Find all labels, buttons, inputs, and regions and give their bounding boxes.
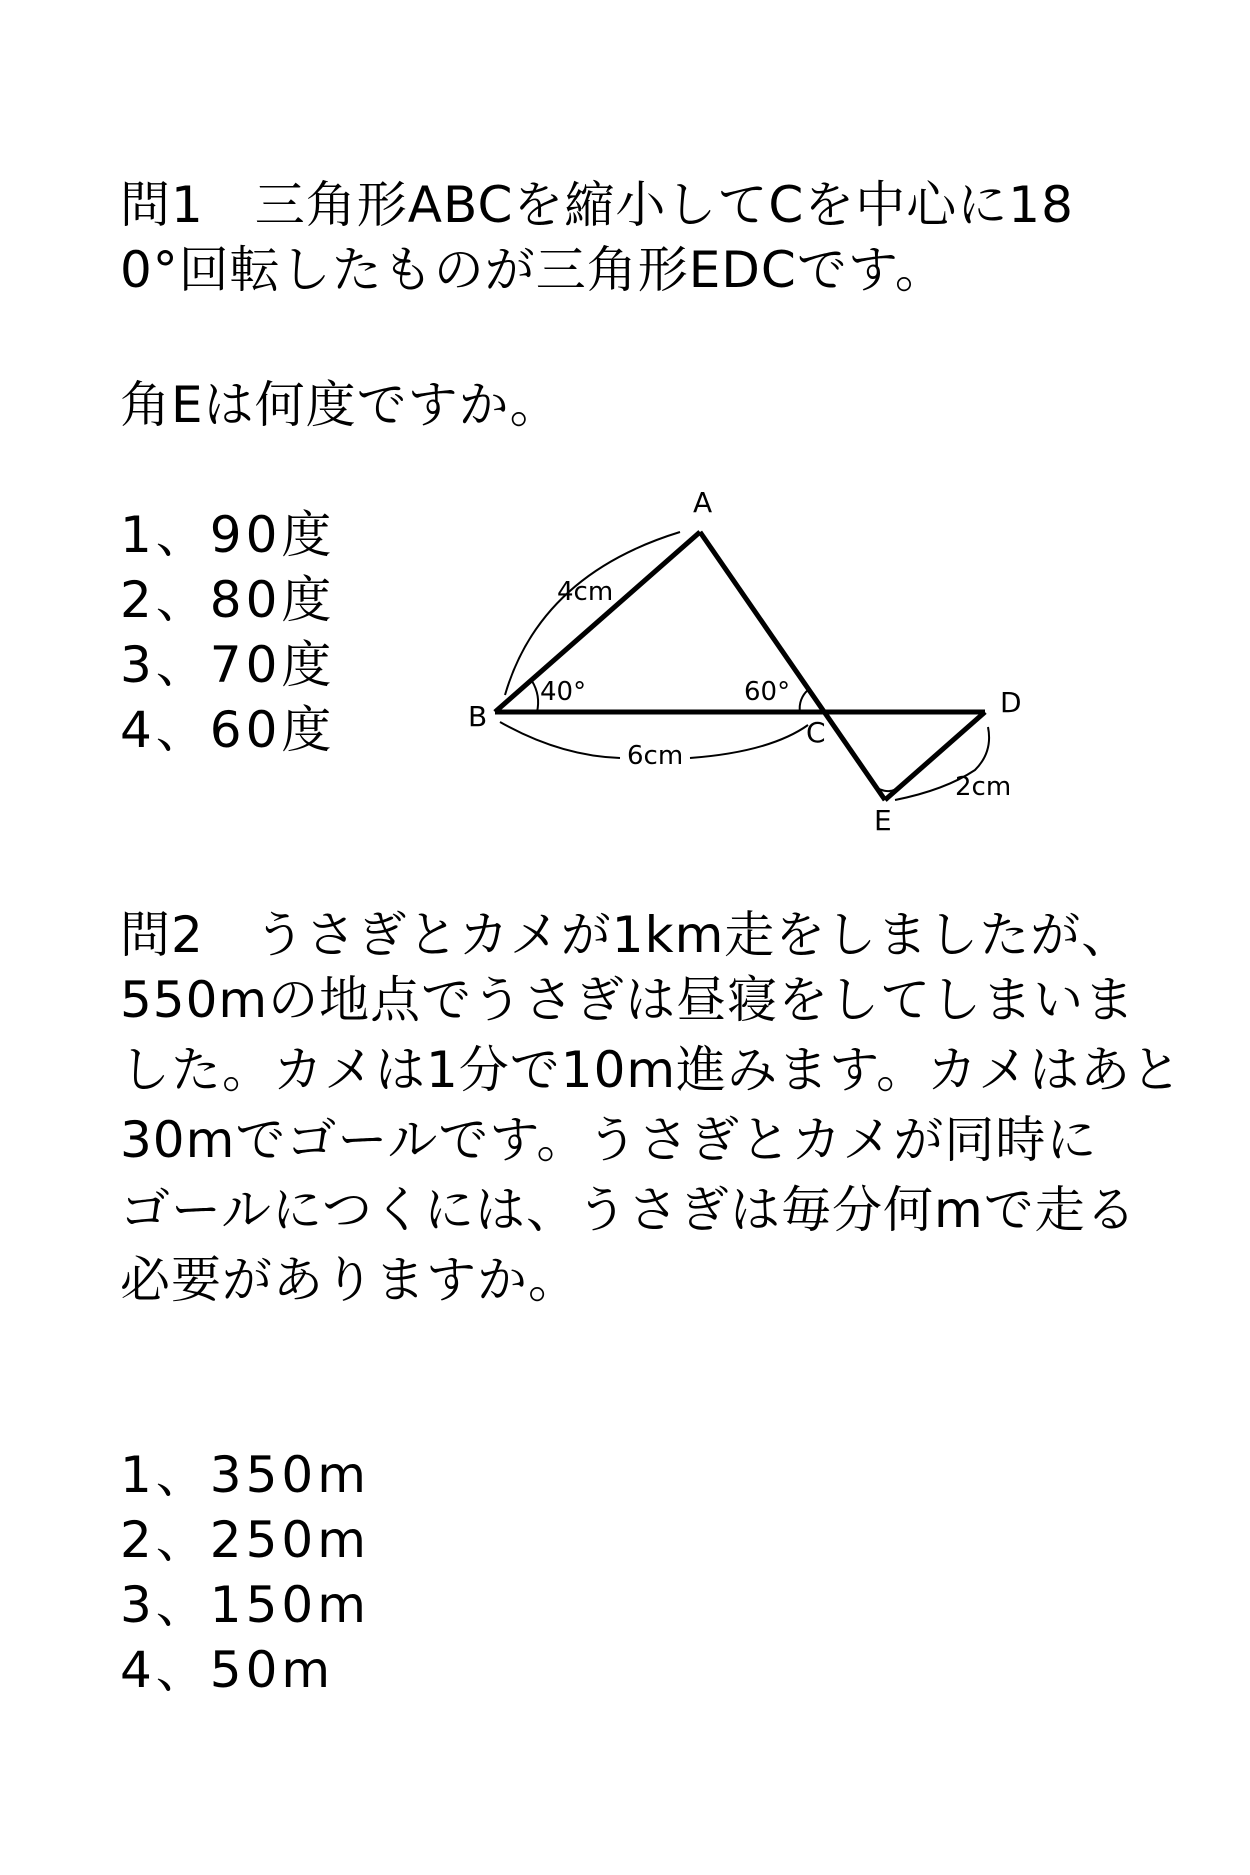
segment-ae	[700, 532, 885, 800]
length-de-label: 2cm	[955, 772, 1012, 802]
q2-option-4: 4、50m	[120, 1641, 335, 1699]
q2-option-2: 2、250m	[120, 1511, 370, 1569]
segment-ab	[495, 532, 700, 712]
q2-option-1: 1、350m	[120, 1446, 370, 1504]
angle-mark-b	[532, 681, 538, 712]
q1-option-2: 2、80度	[120, 571, 336, 629]
q1-option-4: 4、60度	[120, 701, 336, 759]
arc-ab-length	[505, 532, 680, 695]
q1-question: 角Eは何度ですか。	[120, 376, 561, 434]
length-ab-label: 4cm	[557, 577, 614, 607]
q1-option-3: 3、70度	[120, 636, 336, 694]
label-vertex-b: B	[468, 700, 488, 733]
angle-b-label: 40°	[540, 677, 587, 707]
q2-line-2: 550mの地点でうさぎは昼寝をしてしまいま	[120, 971, 1136, 1029]
q2-line-5: ゴールにつくには、うさぎは毎分何mで走る	[120, 1181, 1137, 1239]
q1-line-2: 0°回転したものが三角形EDCです。	[120, 241, 946, 299]
label-vertex-d: D	[1000, 686, 1022, 719]
label-vertex-e: E	[874, 804, 892, 837]
arc-bc-length-right	[690, 725, 808, 758]
angle-mark-c	[800, 690, 808, 712]
triangle-diagram	[0, 0, 1250, 900]
q2-option-3: 3、150m	[120, 1576, 370, 1634]
arc-bc-length-left	[500, 722, 620, 758]
q2-line-3: した。カメは1分で10m進みます。カメはあと	[120, 1041, 1183, 1099]
q2-line-6: 必要がありますか。	[120, 1251, 579, 1309]
q1-line-1: 問1 三角形ABCを縮小してCを中心に18	[120, 176, 1074, 234]
label-vertex-c: C	[806, 716, 826, 749]
q2-line-4: 30mでゴールです。うさぎとカメが同時に	[120, 1111, 1098, 1169]
label-vertex-a: A	[693, 486, 713, 519]
length-bc-label: 6cm	[627, 741, 684, 771]
q1-option-1: 1、90度	[120, 506, 336, 564]
q2-line-1: 問2 うさぎとカメが1km走をしましたが、	[120, 906, 1133, 964]
angle-c-label: 60°	[744, 677, 791, 707]
